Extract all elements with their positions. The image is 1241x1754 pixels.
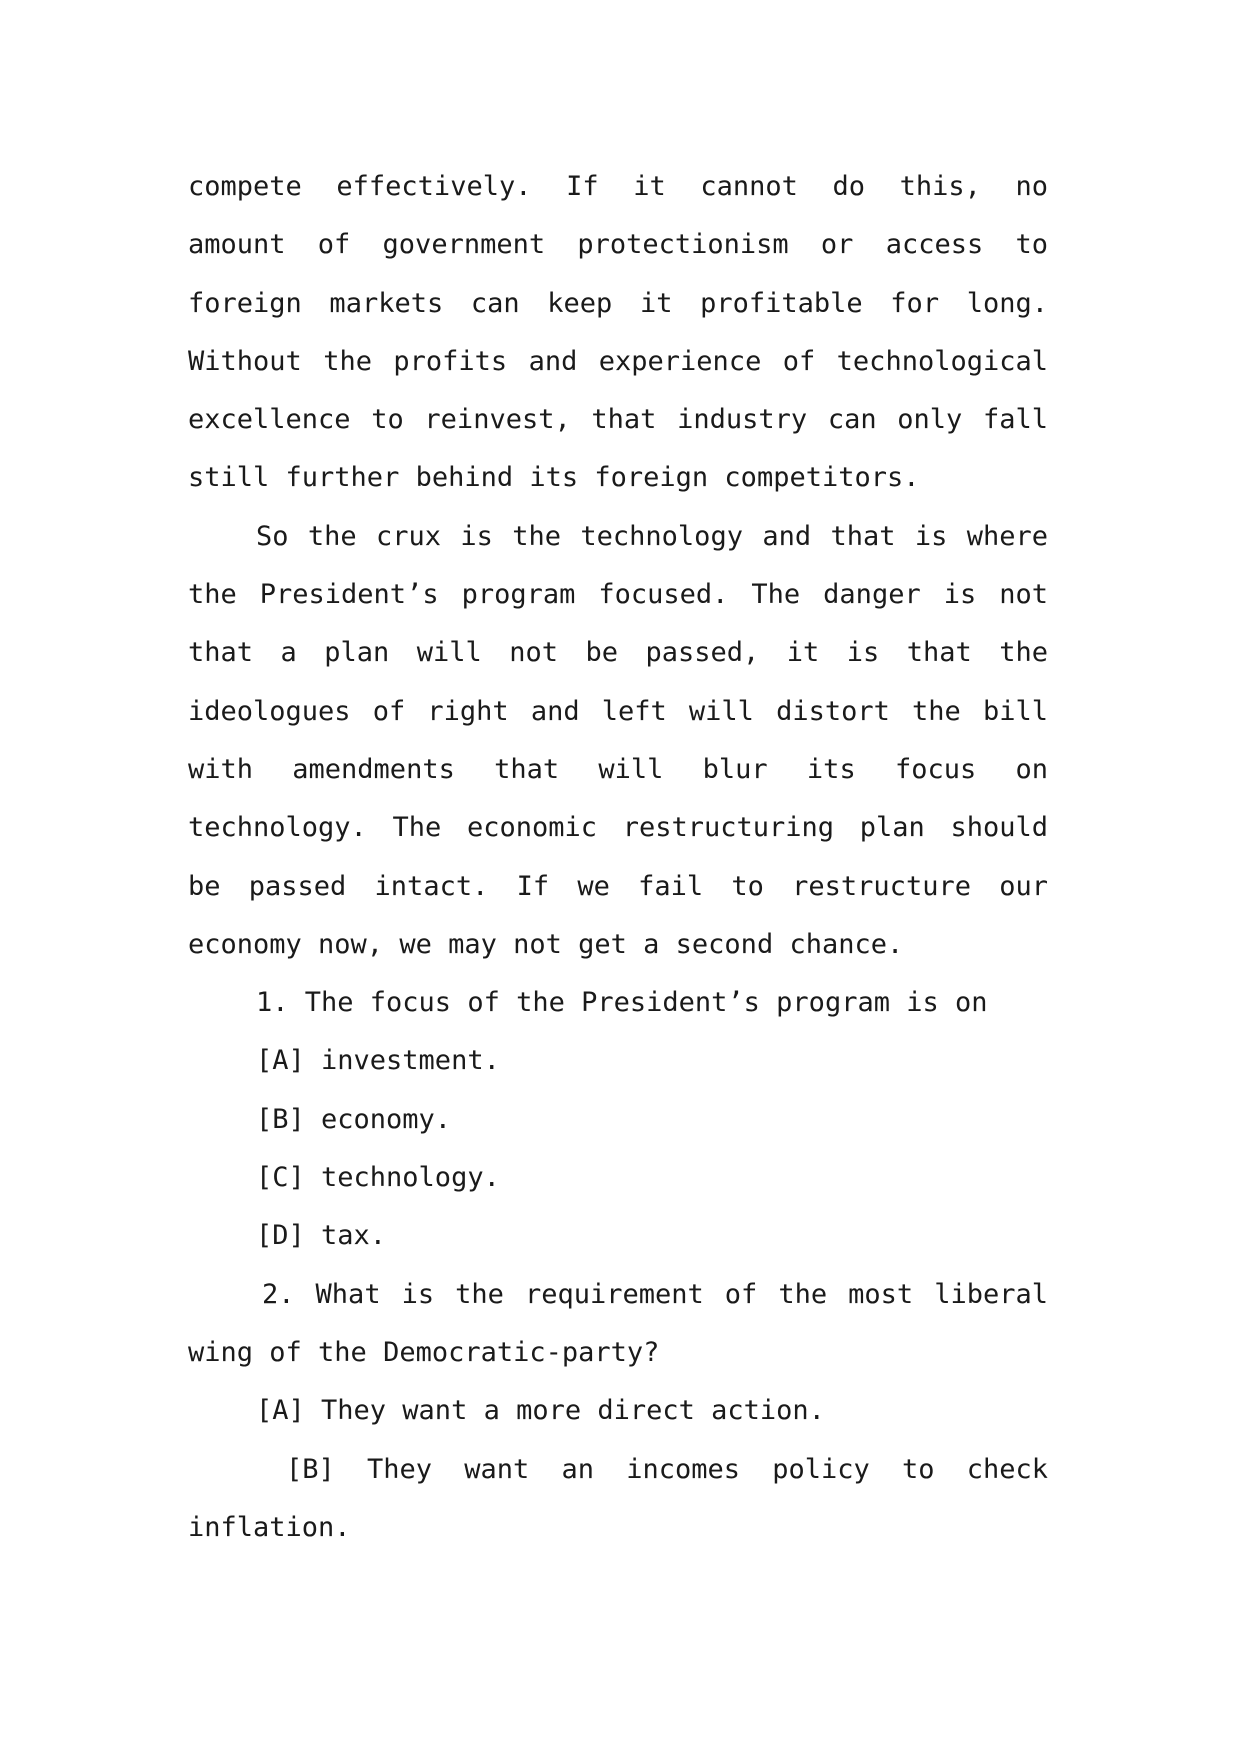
paragraph-line: So the crux is the technology and that is where <box>256 520 1048 552</box>
paragraph-line: compete effectively. If it cannot do this, no <box>188 171 1048 202</box>
paragraph-line: the President’s program focused. The danger is not <box>188 579 1048 611</box>
paragraph-line: still further behind its foreign competitors. <box>188 462 920 494</box>
question-2-option-b: [B] They want an incomes policy to check <box>286 1453 1048 1485</box>
question-2-stem-continued: wing of the Democratic-party? <box>188 1336 660 1368</box>
question-1-stem: 1. The focus of the President’s program is on <box>256 987 988 1019</box>
paragraph-line: technology. The economic restructuring plan should <box>188 812 1048 844</box>
question-1-option-c: [C] technology. <box>256 1162 500 1194</box>
paragraph-line: excellence to reinvest, that industry can only fall <box>188 404 1048 436</box>
paragraph-line: economy now, we may not get a second chance. <box>188 928 904 960</box>
question-2-option-b-continued: inflation. <box>188 1511 351 1543</box>
paragraph-line: that a plan will not be passed, it is that the <box>188 637 1048 669</box>
paragraph-line: foreign markets can keep it profitable for long. <box>188 287 1048 319</box>
question-1-option-d: [D] tax. <box>256 1220 387 1252</box>
document-body <box>188 158 1048 1557</box>
question-2-stem: 2. What is the requirement of the most liberal <box>262 1278 1048 1310</box>
paragraph-line: Without the profits and experience of technological <box>188 345 1048 377</box>
question-1-option-b: [B] economy. <box>256 1103 452 1135</box>
question-2-option-a: [A] They want a more direct action. <box>256 1395 825 1427</box>
paragraph-line: ideologues of right and left will distort the bill <box>188 695 1048 727</box>
paragraph-line: be passed intact. If we fail to restructure our <box>188 870 1048 902</box>
paragraph-line: amount of government protectionism or access to <box>188 229 1048 261</box>
paragraph-line: with amendments that will blur its focus on <box>188 753 1048 785</box>
question-1-option-a: [A] investment. <box>256 1045 500 1077</box>
